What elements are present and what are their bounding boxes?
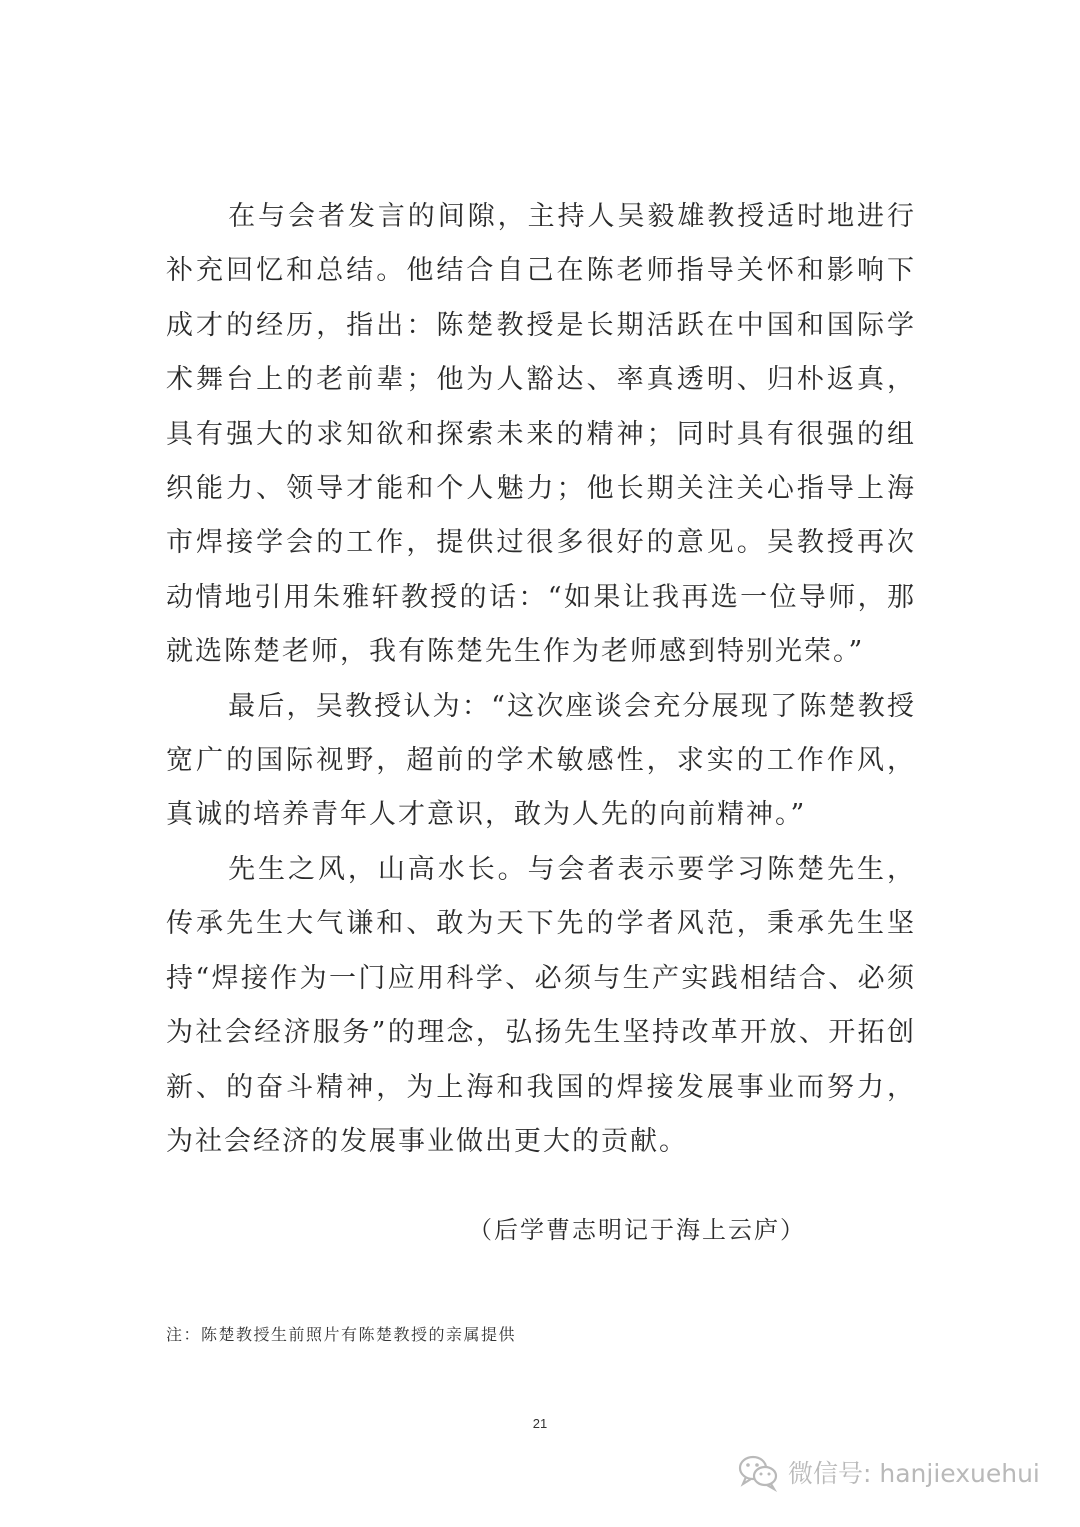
author-signature: （后学曹志明记于海上云庐）	[468, 1216, 806, 1244]
document-body	[166, 190, 916, 1169]
wechat-icon	[736, 1452, 780, 1492]
paragraph-summary: 在与会者发言的间隙，主持人吴毅雄教授适时地进行补充回忆和总结。他结合自己在陈老师指导关怀和影响下成才的经历，指出：陈楚教授是长期活跃在中国和国际学术舞台上的老前辈；他为人豁达、率真透明、归朴返真，具有强大的求知欲和探索未来的精神；同时具有很强的组织能力、领导才能和个人魅力；他长期关注关心指导上海市焊接学会的工作，提供过很多很好的意见。吴教授再次动情地引用朱雅轩教授的话：“如果让我再选一位导师，那就选陈楚老师，我有陈楚先生作为老师感到特别光荣。”	[166, 201, 916, 668]
page-number: 21	[532, 1416, 548, 1431]
wechat-watermark	[736, 1450, 1040, 1494]
paragraph-legacy: 先生之风，山高水长。与会者表示要学习陈楚先生，传承先生大气谦和、敢为天下先的学者风范，秉承先生坚持“焊接作为一门应用科学、必须与生产实践相结合、必须为社会经济服务”的理念，弘扬先生坚持改革开放、开拓创新、的奋斗精神，为上海和我国的焊接发展事业而努力，为社会经济的发展事业做出更大的贡献。	[166, 853, 916, 1157]
watermark-text: 微信号: hanjiexuehui	[788, 1459, 1040, 1488]
paragraph-conclusion: 最后，吴教授认为：“这次座谈会充分展现了陈楚教授宽广的国际视野，超前的学术敏感性，求实的工作作风，真诚的培养青年人才意识，敢为人先的向前精神。”	[166, 690, 916, 831]
footnote: 注：陈楚教授生前照片有陈楚教授的亲属提供	[166, 1325, 517, 1344]
